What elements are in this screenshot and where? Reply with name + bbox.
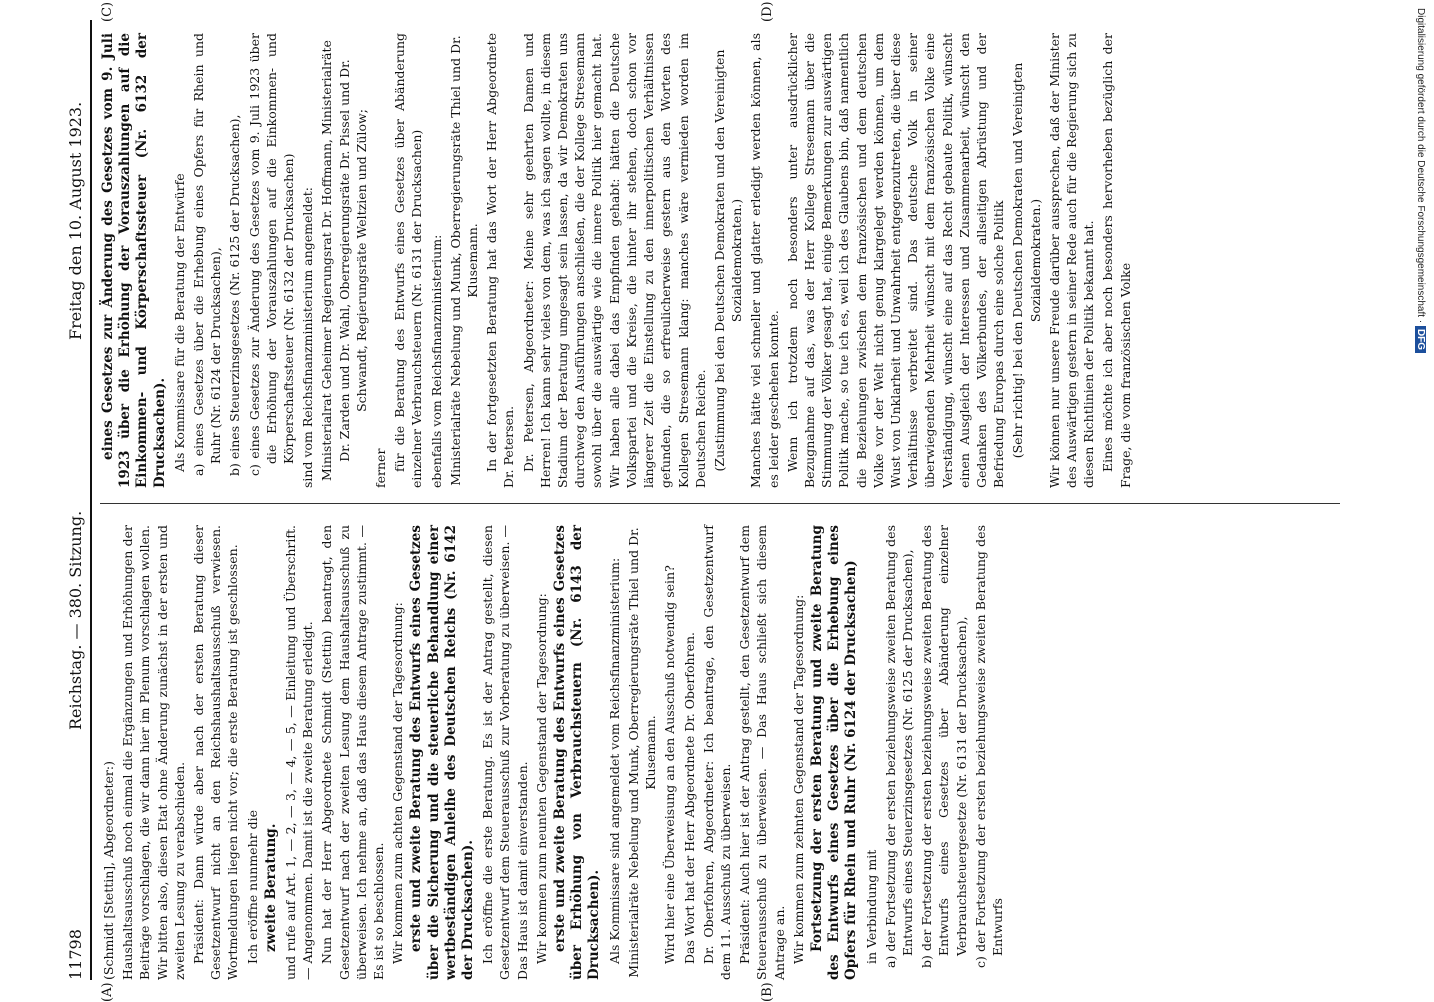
marker-b: (B) [760,982,775,1002]
right-running-title: Freitag den 10. August 1923. [66,101,85,340]
right_column-paragraph: Ministerialrat Geheimer Regierungsrat Dr. Hoffmann, Ministerialräte Dr. Zarden und Dr. Wahl, Oberregierungsräte Dr. Pissel und Dr. Schwandt, Regierungsräte Weltzien und Zülow; [319,40,369,481]
left_column-paragraph: in Verbindung mit [863,849,879,964]
left_column-paragraph: Ministerialräte Nebelung und Munk, Oberregierungsräte Thiel und Dr. Klusemann. [625,527,659,978]
right_column-paragraph: für die Beratung des Entwurfs eines Gesetzes über Abänderung einzelner Verbrauchsteuern (Nr. 6131 der Drucksachen) [392,33,425,488]
left_column-paragraph: Wir kommen zum neunten Gegenstand der Tagesordnung: [533,593,549,964]
page-number: 11798 [66,929,85,980]
right_column-paragraph: Manches hätte viel schneller und glatter erledigt werden können, als es leider geschehen konnte. [748,33,781,488]
left_column-paragraph: Wir kommen zum zehnten Gegenstand der Tagesordnung: [790,594,806,964]
right_column-paragraph: Eines möchte ich aber noch besonders hervorheben bezüglich der Frage, die vom französischen Volke [1100,33,1133,488]
right_column-paragraph: b) eines Steuerzinsgesetzes (Nr. 6125 der Drucksachen), [227,114,243,476]
left_column-paragraph: Das Wort hat der Herr Abgeordnete Dr. Oberfohren. [681,632,697,964]
left_column-paragraph: zweite Beratung. [262,823,279,952]
left_column-paragraph: Präsident: Dann würde aber nach der ersten Beratung dieser Gesetzentwurf nicht an den Reichshaushaltsausschuß verwiesen. Wortmeldungen liegen nicht vor; die erste Beratung ist geschlossen. [191,525,241,980]
left_column-paragraph: Als Kommissare sind angemeldet vom Reichsfinanzministerium: [606,557,622,964]
left_column-paragraph: Präsident: Auch hier ist der Antrag gestellt, den Gesetzentwurf dem Steuerausschuß zu überweisen. — Das Haus schließt sich diesem Antrage an. [737,525,787,980]
right-column [100,33,1136,488]
right_column-paragraph: (Sehr richtig! bei den Deutschen Demokraten und Vereinigten Sozialdemokraten.) [1010,62,1043,459]
left-running-title: Reichstag. — 380. Sitzung. [66,510,85,730]
right_column-paragraph: Wir können nur unsere Freude darüber aussprechen, daß der Minister des Auswärtigen gestern in seiner Rede auch für die Regierung sich zu diesen Richtlinien der Politik bekannt hat. [1046,33,1097,488]
right_column-paragraph: In der fortgesetzten Beratung hat das Wort der Herr Abgeordnete Dr. Petersen. [484,33,517,488]
right_column-paragraph: Dr. Petersen, Abgeordneter: Meine sehr geehrten Damen und Herren! Ich kann sehr vieles von dem, was ich sagen wollte, in diesem Stadium der Beratung umgesagt sein lassen, da wir Demokraten uns durchweg den Ausführungen anschließen, die der Kollege Stresemann sowohl über die auswärtige wie die innere Politik hier gemacht hat. Wir haben alle dabei das Empfinden gehabt: hätten die Deutsche Volkspartei und die Kreise, die hinter ihr stehen, doch schon vor längerer Zeit die Einstellung zu den innerpolitischen Verhältnissen gefunden, die so erfreulicherweise gestern aus den Worten des Kollegen Stresemann klang: manches wäre vermieden worden im Deutschen Reiche. [520,33,708,488]
left_column-paragraph: Nun hat der Herr Abgeordnete Schmidt (Stettin) beantragt, den Gesetzentwurf nach der zweiten Lesung dem Haushaltsausschuß zu überweisen. Ich nehme an, daß das Haus diesem Antrage zustimmt. — Es ist so beschlossen. [319,525,387,980]
left_column-paragraph: (Schmidt [Stettin], Abgeordneter:) [101,761,116,980]
marker-d: (D) [760,1,775,22]
left_column-paragraph: und rufe auf Art. 1, — 2, — 3, — 4, — 5, — Einleitung und Überschrift. — Angenommen. Damit ist die zweite Beratung erledigt. [283,525,316,980]
marker-a: (A) [100,982,115,1002]
left_column-paragraph: a) der Fortsetzung der ersten beziehungsweise zweiten Beratung des Entwurfs eines Steuerzinsgesetzes (Nr. 6125 der Drucksachen), [882,525,915,968]
right_column-paragraph: ebenfalls vom Reichsfinanzministerium: [428,234,444,488]
page-header [60,20,92,980]
left_column-paragraph: Ich eröffne nunmehr die [244,810,260,964]
left_column-paragraph: Dr. Oberfohren, Abgeordneter: Ich beantrage, den Gesetzentwurf dem 11. Ausschuß zu überweisen. [700,525,733,980]
document-page [60,1,1370,1002]
right_column-paragraph: a) eines Gesetzes über die Erhebung eines Opfers für Rhein und Ruhr (Nr. 6124 der Drucksachen), [191,33,224,476]
left_column-paragraph: Ich eröffne die erste Beratung. Es ist der Antrag gestellt, diesen Gesetzentwurf dem Steuerausschuß zur Vorberatung zu überweisen. — Das Haus ist damit einverstanden. [480,525,530,980]
dfg-sidebar: Digitalisierung gefördert durch die Deutsche Forschungsgemeinschaft · DFG [1410,8,1430,998]
left_column-paragraph: erste und zweite Beratung des Entwurfs eines Gesetzes über die Sicherung und die steuerliche Behandlung einer wertbeständigen Anleihe des Deutschen Reichs (Nr. 6142 der Drucksachen). [408,525,477,980]
right_column-paragraph: Wenn ich trotzdem noch besonders unter ausdrücklicher Bezugnahme auf das, was der Herr Kollege Stresemann über die Stimmung der Völker gesagt hat, einige Bemerkungen zur auswärtigen Politik mache, so tue ich es, weil ich des Glaubens bin, daß namentlich die Beziehungen zwischen dem französischen und dem deutschen Volke vor der Welt nicht genug klargelegt werden können, um dem Wust von Unklarheit und Unwahrheit entgegenzutreten, die über diese Verhältnisse verbreitet sind. Das deutsche Volk in seiner überwiegenden Mehrheit wünscht mit dem französischen Volke eine Verständigung, wünscht eine auf das Recht gebaute Politik, wünscht einen Ausgleich der Interessen und Zusammenarbeit, wünscht den Gedanken des Völkerbundes, der allseitigen Abrüstung und der Befriedung Europas durch eine solche Politik [784,33,1007,488]
right_column-paragraph: sind vom Reichsfinanzministerium angemeldet: [300,187,316,488]
dfg-credit-text: Digitalisierung gefördert durch die Deutsche Forschungsgemeinschaft [1415,8,1426,318]
column-divider [100,503,1340,504]
left-column [100,525,1008,980]
left_column-paragraph: Fortsetzung der ersten Beratung und zweite Beratung des Entwurfs eines Gesetzes über die Erhebung eines Opfers für Rhein und Ruhr (Nr. 6124 der Drucksachen) [808,525,860,980]
right_column-paragraph: c) eines Gesetzes zur Änderung des Gesetzes vom 9. Juli 1923 über die Erhöhung der Vorauszahlungen auf die Einkommen- und Körperschaftssteuer (Nr. 6132 der Drucksachen) [246,33,297,476]
left_column-paragraph: Wird hier eine Überweisung an den Ausschuß notwendig sein? [662,565,678,964]
right_column-paragraph: Ministerialräte Nebelung und Munk, Oberregierungsräte Thiel und Dr. Klusemann. [447,35,481,486]
left_column-paragraph: c) der Fortsetzung der ersten beziehungsweise zweiten Beratung des Entwurfs [972,525,1005,968]
right_column-paragraph: Als Kommissare für die Beratung der Entwürfe [171,173,187,472]
right_column-paragraph: (Zustimmung bei den Deutschen Demokraten und den Vereinigten Sozialdemokraten.) [711,49,745,472]
left_column-paragraph: Haushaltsausschuß noch einmal die Ergänzungen und Erhöhungen der Beiträge vorschlagen, die wir dann hier im Plenum vorschlagen wollen. Wir bitten also, diesen Etat ohne Änderung zunächst in der ersten und zweiten Lesung zu verabschieden. [120,525,187,980]
left_column-paragraph: erste und zweite Beratung des Entwurfs eines Gesetzes über Erhöhung von Verbrauchsteuern (Nr. 6143 der Drucksachen). [552,525,603,980]
dfg-logo[interactable]: DFG [1415,326,1426,353]
right_column-paragraph: ferner [373,448,389,488]
left_column-paragraph: b) der Fortsetzung der ersten beziehungsweise zweiten Beratung des Entwurfs eines Gesetzes über Abänderung einzelner Verbrauchsteuergesetze (Nr. 6131 der Drucksachen), [919,525,969,968]
marker-c: (C) [100,1,115,22]
right_column-paragraph: eines Gesetzes zur Änderung des Gesetzes vom 9. Juli 1923 über die Erhöhung der Vorauszahlungen auf die Einkommen- und Körperschaftssteuer (Nr. 6132 der Drucksachen). [100,33,168,488]
left_column-paragraph: Wir kommen zum achten Gegenstand der Tagesordnung: [390,602,406,964]
